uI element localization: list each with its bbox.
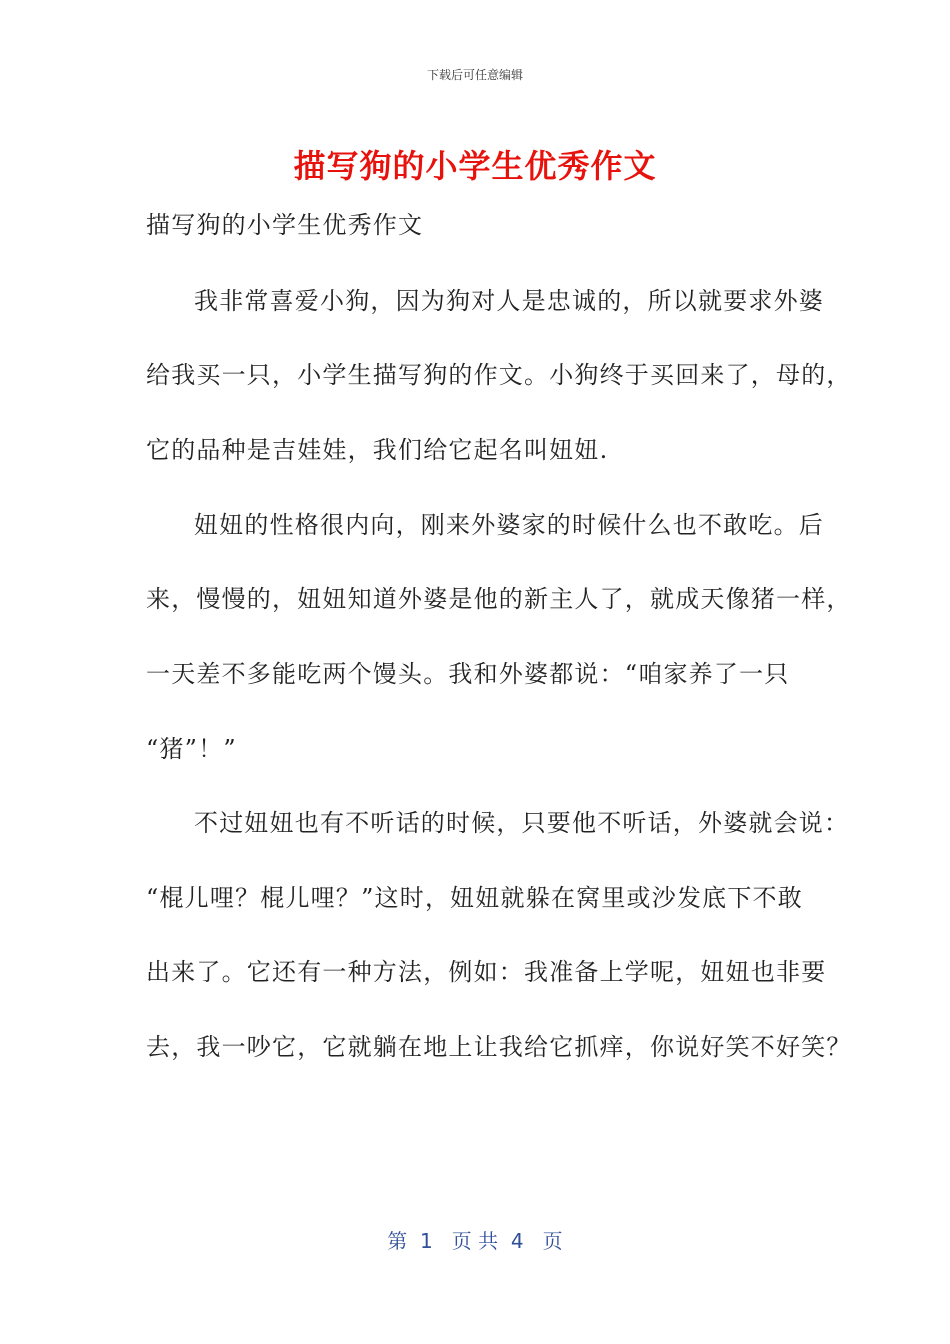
paragraph-line: “猪”！” <box>146 735 237 763</box>
paragraph-line: 一天差不多能吃两个馒头。我和外婆都说：“咱家养了一只 <box>146 660 790 688</box>
document-title: 描写狗的小学生优秀作文 <box>293 147 657 185</box>
paragraph-line: 来，慢慢的，妞妞知道外婆是他的新主人了，就成天像猪一样， <box>146 585 852 613</box>
paragraph-line: 我非常喜爱小狗，因为狗对人是忠诚的，所以就要求外婆 <box>194 287 824 315</box>
paragraph-line: 妞妞的性格很内向，刚来外婆家的时候什么也不敢吃。后 <box>194 511 824 539</box>
page-footer: 第 1 页 共 4 页 <box>387 1229 563 1253</box>
paragraph-line: “棍儿哩？棍儿哩？”这时，妞妞就躲在窝里或沙发底下不敢 <box>146 884 803 912</box>
header-note: 下载后可任意编辑 <box>426 68 523 82</box>
paragraph-line: 去，我一吵它，它就躺在地上让我给它抓痒，你说好笑不好笑？ <box>146 1033 852 1061</box>
paragraph-line: 不过妞妞也有不听话的时候，只要他不听话，外婆就会说： <box>194 809 850 837</box>
paragraph-line: 出来了。它还有一种方法，例如：我准备上学呢，妞妞也非要 <box>146 958 827 986</box>
paragraph-line: 它的品种是吉娃娃，我们给它起名叫妞妞. <box>146 436 609 464</box>
subtitle: 描写狗的小学生优秀作文 <box>146 211 424 239</box>
paragraph-line: 给我买一只，小学生描写狗的作文。小狗终于买回来了，母的， <box>146 361 852 389</box>
